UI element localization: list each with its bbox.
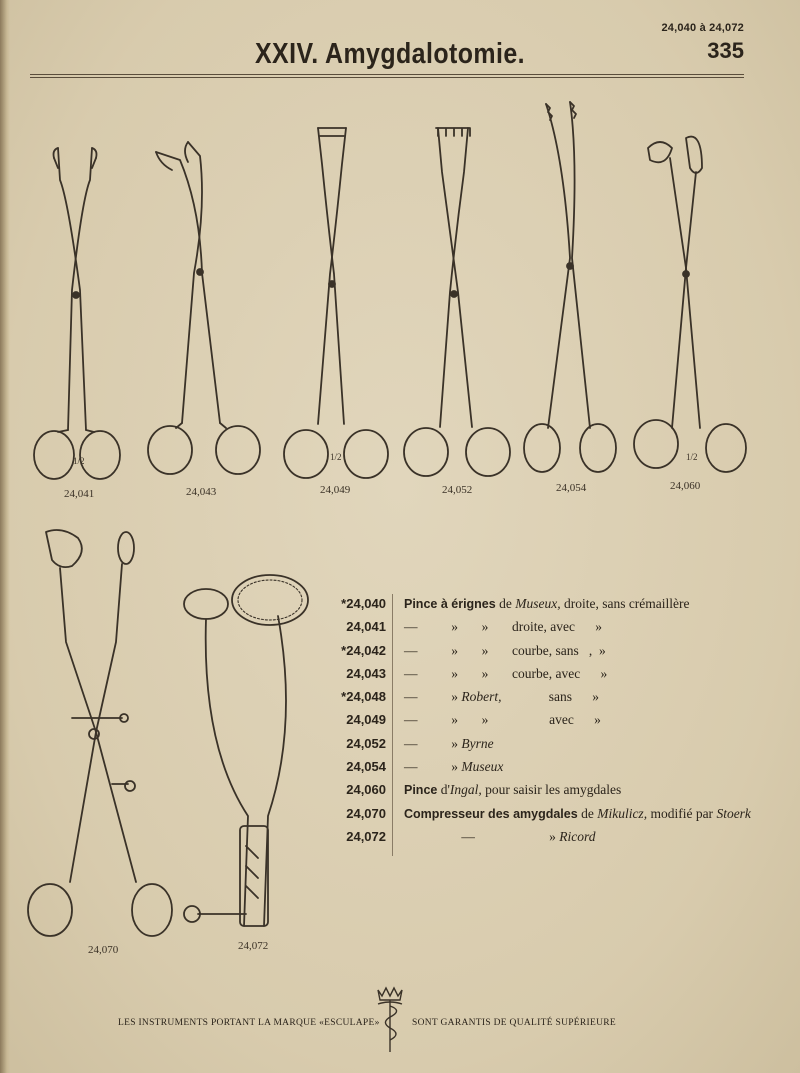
forceps-24043-illustration — [142, 138, 267, 483]
item-description — [404, 712, 601, 728]
forceps-24054-illustration — [520, 98, 625, 478]
desc-p1: de — [495, 596, 516, 611]
table-row — [320, 594, 760, 617]
table-row — [320, 710, 760, 733]
forceps-24049-illustration — [278, 124, 393, 484]
desc-bold: Compresseur des amygdales — [404, 806, 578, 821]
table-row — [320, 687, 760, 710]
desc-p1: d' — [437, 782, 450, 798]
item-description — [404, 829, 596, 845]
desc-p1: de — [577, 805, 598, 821]
scale-note-24060: 1/2 — [686, 452, 698, 462]
compressor-24072-illustration — [178, 566, 318, 938]
desc-bold: Pince — [404, 783, 438, 798]
desc-p1: — » » courbe, sans , » — [404, 642, 606, 658]
desc-p1: — » — [404, 759, 462, 775]
figure-caption-24041: 24,041 — [64, 488, 95, 500]
desc-italic: Robert, — [461, 689, 502, 705]
desc-italic: Mikulicz, — [597, 805, 648, 821]
desc-italic: Ricord — [559, 828, 596, 844]
compressor-24070-illustration — [26, 522, 176, 942]
desc-p1: — » » droite, avec » — [404, 619, 602, 635]
figure-caption-24049: 24,049 — [320, 484, 351, 496]
footer-right-text: SONT GARANTIS DE QUALITÉ SUPÉRIEURE — [412, 1018, 617, 1028]
desc-italic2: Stoerk — [716, 805, 751, 821]
figure-caption-24060: 24,060 — [670, 480, 701, 492]
item-code: 24,054 — [346, 759, 386, 775]
esculape-emblem-icon — [370, 982, 410, 1054]
scale-note-24049: 1/2 — [330, 452, 342, 462]
item-code: 24,049 — [346, 712, 386, 728]
item-code: 24,041 — [346, 619, 386, 635]
item-code: 24,060 — [346, 782, 386, 798]
figure-caption-24043: 24,043 — [186, 486, 217, 498]
item-description — [404, 619, 602, 635]
item-code: 24,072 — [346, 828, 386, 844]
table-row — [320, 780, 760, 803]
forceps-24052-illustration — [402, 122, 514, 482]
forceps-24060-illustration — [630, 128, 752, 480]
desc-p1: — » — [404, 828, 560, 844]
desc-p1: — » — [404, 689, 462, 705]
desc-italic: Museux, — [515, 596, 561, 611]
desc-p2: sans » — [501, 689, 599, 705]
book-spine-shadow — [0, 0, 10, 1073]
item-description — [404, 806, 751, 822]
item-code: 24,043 — [346, 665, 386, 681]
item-description — [404, 782, 621, 798]
figure-caption-24054: 24,054 — [556, 482, 587, 494]
desc-p1: — » » courbe, avec » — [404, 665, 608, 681]
item-code: *24,042 — [341, 642, 386, 658]
page-number: 335 — [707, 38, 744, 63]
table-row — [320, 664, 760, 687]
desc-italic: Byrne — [461, 735, 494, 751]
item-code: *24,048 — [341, 689, 386, 705]
desc-p2: pour saisir les amygdales — [481, 782, 622, 798]
item-code: 24,052 — [346, 735, 386, 751]
desc-p1: — » — [404, 735, 462, 751]
item-description — [404, 759, 503, 775]
item-description — [404, 643, 606, 659]
figure-caption-24052: 24,052 — [442, 484, 473, 496]
table-row — [320, 757, 760, 780]
footer-left-text: LES INSTRUMENTS PORTANT LA MARQUE «ESCULAPE» — [118, 1018, 380, 1028]
desc-p2: droite, sans crémaillère — [560, 596, 690, 611]
item-description — [404, 689, 599, 705]
desc-italic: Ingal, — [449, 782, 482, 798]
item-description — [404, 596, 690, 612]
table-row — [320, 617, 760, 640]
item-code: *24,040 — [341, 596, 386, 611]
table-row — [320, 734, 760, 757]
figure-caption-24070: 24,070 — [88, 944, 119, 956]
table-row — [320, 641, 760, 664]
item-description — [404, 666, 607, 682]
desc-p1: — » » avec » — [404, 712, 601, 728]
item-code: 24,070 — [346, 805, 386, 821]
scale-note-24041: 1/2 — [73, 456, 85, 466]
figure-caption-24072: 24,072 — [238, 940, 269, 952]
forceps-24041-illustration — [28, 140, 133, 490]
table-row — [320, 804, 760, 827]
table-row — [320, 827, 760, 850]
page-title: XXIV. Amygdalotomie. — [254, 38, 526, 70]
desc-p2: modifié par — [647, 805, 717, 821]
desc-bold: Pince à érignes — [404, 597, 496, 611]
desc-italic: Museux — [461, 759, 504, 775]
catalog-table — [320, 594, 760, 850]
page-range: 24,040 à 24,072 — [661, 22, 744, 34]
item-description — [404, 736, 494, 752]
title-rule — [30, 74, 744, 78]
